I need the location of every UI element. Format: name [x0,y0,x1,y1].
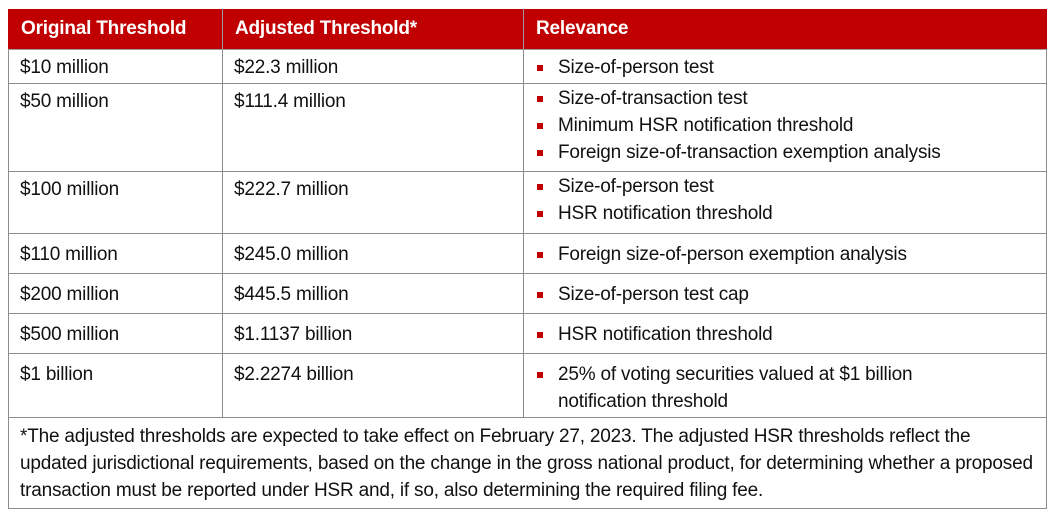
relevance-item: Foreign size-of-transaction exemption analysis [536,139,1038,166]
relevance-item: Size-of-person test [536,54,1038,81]
header-relevance: Relevance [524,9,1047,50]
relevance-cell [524,172,1047,234]
square-bullet-icon [537,332,543,338]
original-threshold-cell: $500 million [9,314,223,354]
table-row [9,234,1047,274]
square-bullet-icon [537,96,543,102]
table-row [9,314,1047,354]
relevance-cell [524,234,1047,274]
table-header-row [9,9,1047,50]
relevance-cell [524,84,1047,172]
threshold-table-container [8,9,1046,509]
relevance-item: Size-of-person test cap [536,281,1038,308]
footnote-row [9,418,1047,509]
relevance-cell [524,50,1047,84]
relevance-list [536,173,1038,227]
adjusted-threshold-cell: $2.2274 billion [223,354,524,418]
adjusted-threshold-cell: $245.0 million [223,234,524,274]
square-bullet-icon [537,372,543,378]
relevance-list [536,54,1038,81]
adjusted-threshold-cell: $222.7 million [223,172,524,234]
square-bullet-icon [537,150,543,156]
relevance-list [536,241,1038,268]
table-row [9,50,1047,84]
original-threshold-cell: $100 million [9,172,223,234]
relevance-item: Minimum HSR notification threshold [536,112,1038,139]
relevance-item: Size-of-transaction test [536,85,1038,112]
original-threshold-cell: $110 million [9,234,223,274]
footnote: *The adjusted thresholds are expected to take effect on February 27, 2023. The adjusted HSR thresholds reflect the updated jurisdictional requirements, based on the change in the gross national product, for determining whether a proposed transaction must be reported under HSR and, if so, also determining the required filing fee. [9,418,1047,509]
relevance-cell [524,354,1047,418]
relevance-item: HSR notification threshold [536,200,1038,227]
square-bullet-icon [537,184,543,190]
threshold-table [8,9,1047,509]
relevance-list [536,281,1038,308]
original-threshold-cell: $200 million [9,274,223,314]
adjusted-threshold-cell: $22.3 million [223,50,524,84]
square-bullet-icon [537,292,543,298]
table-row [9,354,1047,418]
adjusted-threshold-cell: $111.4 million [223,84,524,172]
relevance-list [536,361,1038,415]
original-threshold-cell: $50 million [9,84,223,172]
relevance-item: HSR notification threshold [536,321,1038,348]
relevance-item: Size-of-person test [536,173,1038,200]
relevance-item: 25% of voting securities valued at $1 billion notification threshold [536,361,1038,415]
adjusted-threshold-cell: $1.1137 billion [223,314,524,354]
original-threshold-cell: $1 billion [9,354,223,418]
header-adjusted-threshold: Adjusted Threshold* [223,9,524,50]
square-bullet-icon [537,123,543,129]
adjusted-threshold-cell: $445.5 million [223,274,524,314]
table-row [9,172,1047,234]
relevance-item: Foreign size-of-person exemption analysis [536,241,1038,268]
table-row [9,274,1047,314]
table-row [9,84,1047,172]
relevance-cell [524,274,1047,314]
original-threshold-cell: $10 million [9,50,223,84]
square-bullet-icon [537,65,543,71]
relevance-cell [524,314,1047,354]
relevance-list [536,321,1038,348]
square-bullet-icon [537,211,543,217]
square-bullet-icon [537,252,543,258]
relevance-list [536,85,1038,166]
header-original-threshold: Original Threshold [9,9,223,50]
